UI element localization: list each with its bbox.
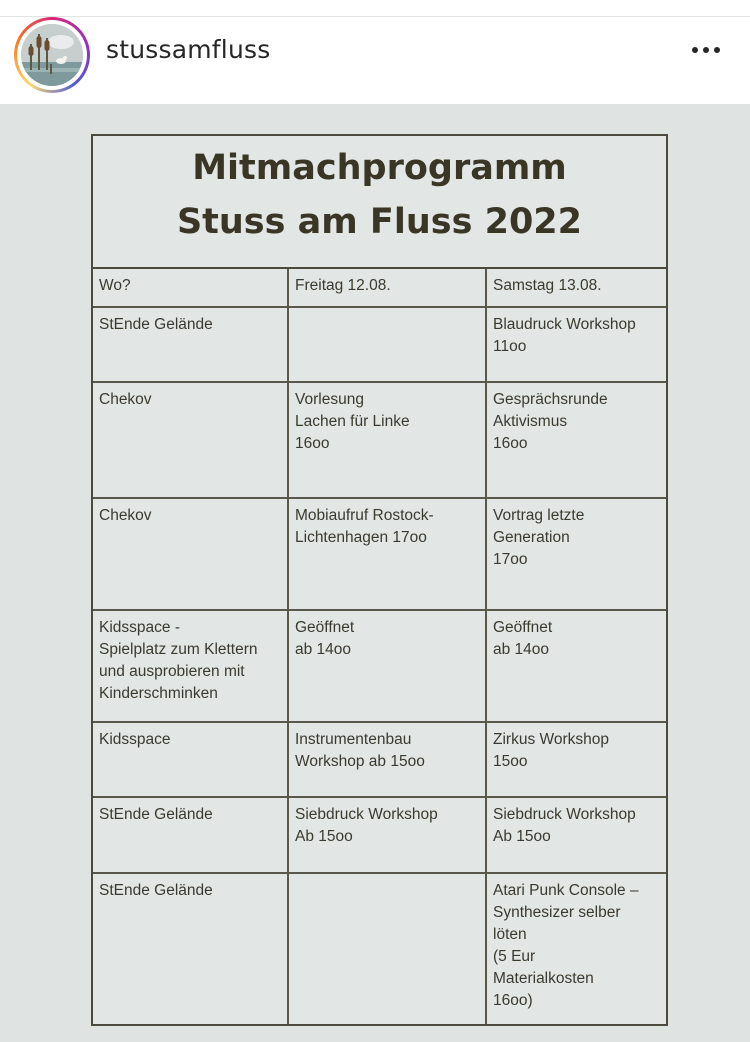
cell-text: ab 14oo xyxy=(295,641,352,658)
friday-cell xyxy=(289,499,487,609)
cattail-logo-icon xyxy=(21,24,83,86)
cell-text: 17oo xyxy=(493,551,528,568)
cell-text: Kidsspace xyxy=(99,731,171,748)
where-cell xyxy=(93,798,289,872)
cell-text: und ausprobieren mit xyxy=(99,663,245,680)
cell-text: Chekov xyxy=(99,507,152,524)
cell-text: Aktivismus xyxy=(493,413,568,430)
friday-cell xyxy=(289,383,487,497)
friday-cell xyxy=(289,308,487,381)
cell-text: Samstag 13.08. xyxy=(493,277,602,294)
saturday-cell xyxy=(487,723,666,796)
where-cell xyxy=(93,611,289,721)
cell-text: Ab 15oo xyxy=(295,828,353,845)
friday-cell xyxy=(289,874,487,1024)
cell-text: Vortrag letzte xyxy=(493,507,585,524)
cell-text: (5 Eur xyxy=(493,948,536,965)
cell-text: Freitag 12.08. xyxy=(295,277,391,294)
where-cell xyxy=(93,383,289,497)
cell-text: 16oo xyxy=(295,435,330,452)
table-row xyxy=(93,798,666,874)
cell-text: Blaudruck Workshop xyxy=(493,316,636,333)
cell-text: Chekov xyxy=(99,391,152,408)
cell-text: Synthesizer selber xyxy=(493,904,621,921)
title-line-2: Stuss am Fluss 2022 xyxy=(176,202,583,242)
cell-text: Zirkus Workshop xyxy=(493,731,609,748)
where-cell xyxy=(93,874,289,1024)
table-row xyxy=(93,611,666,723)
saturday-cell xyxy=(487,874,666,1024)
table-row xyxy=(93,874,666,1024)
program-table xyxy=(91,134,668,1026)
cell-text: Wo? xyxy=(99,277,131,294)
where-cell xyxy=(93,269,289,306)
friday-cell xyxy=(289,798,487,872)
cell-text: Kinderschminken xyxy=(99,685,218,702)
cell-text: Siebdruck Workshop xyxy=(295,806,438,823)
saturday-cell xyxy=(487,611,666,721)
status-strip xyxy=(0,0,750,17)
cell-text: ab 14oo xyxy=(493,641,550,658)
cell-text: 16oo xyxy=(493,435,528,452)
cell-text: löten xyxy=(493,926,527,943)
cell-text: 11oo xyxy=(493,338,527,355)
saturday-cell xyxy=(487,308,666,381)
cell-text: 16oo) xyxy=(493,992,533,1009)
cell-text: Siebdruck Workshop xyxy=(493,806,636,823)
friday-cell xyxy=(289,723,487,796)
saturday-cell xyxy=(487,798,666,872)
username-link[interactable]: stussamfluss xyxy=(106,35,271,64)
cell-text: Geöffnet xyxy=(493,619,553,636)
table-row xyxy=(93,308,666,383)
where-cell xyxy=(93,723,289,796)
saturday-cell xyxy=(487,499,666,609)
where-cell xyxy=(93,308,289,381)
post-image xyxy=(0,104,750,1042)
cell-text: Lichtenhagen 17oo xyxy=(295,529,427,546)
ellipsis-icon xyxy=(692,47,698,53)
where-cell xyxy=(93,499,289,609)
avatar-image xyxy=(21,24,83,86)
cell-text: Workshop ab 15oo xyxy=(295,753,425,770)
cell-text: StEnde Gelände xyxy=(99,882,213,899)
program-title xyxy=(93,136,666,269)
cell-text: Kidsspace - xyxy=(99,619,180,636)
cell-text: StEnde Gelände xyxy=(99,316,213,333)
cell-text: Geöffnet xyxy=(295,619,355,636)
table-row xyxy=(93,499,666,611)
friday-cell xyxy=(289,269,487,306)
cell-text: Materialkosten xyxy=(493,970,594,987)
table-header-row xyxy=(93,269,666,308)
cell-text: Vorlesung xyxy=(295,391,364,408)
avatar[interactable] xyxy=(14,17,90,93)
cell-text: Generation xyxy=(493,529,570,546)
cell-text: Atari Punk Console – xyxy=(493,882,639,899)
title-line-1: Mitmachprogramm xyxy=(192,148,567,188)
cell-text: Mobiaufruf Rostock- xyxy=(295,507,434,524)
table-row xyxy=(93,383,666,499)
more-options-button[interactable] xyxy=(684,35,728,65)
cell-text: StEnde Gelände xyxy=(99,806,213,823)
post-header xyxy=(0,17,750,103)
saturday-cell xyxy=(487,383,666,497)
friday-cell xyxy=(289,611,487,721)
cell-text: Spielplatz zum Klettern xyxy=(99,641,258,658)
cell-text: Lachen für Linke xyxy=(295,413,410,430)
cell-text: Gesprächsrunde xyxy=(493,391,608,408)
cell-text: 15oo xyxy=(493,753,528,770)
cell-text: Instrumentenbau xyxy=(295,731,412,748)
saturday-cell xyxy=(487,269,666,306)
table-row xyxy=(93,723,666,798)
cell-text: Ab 15oo xyxy=(493,828,551,845)
